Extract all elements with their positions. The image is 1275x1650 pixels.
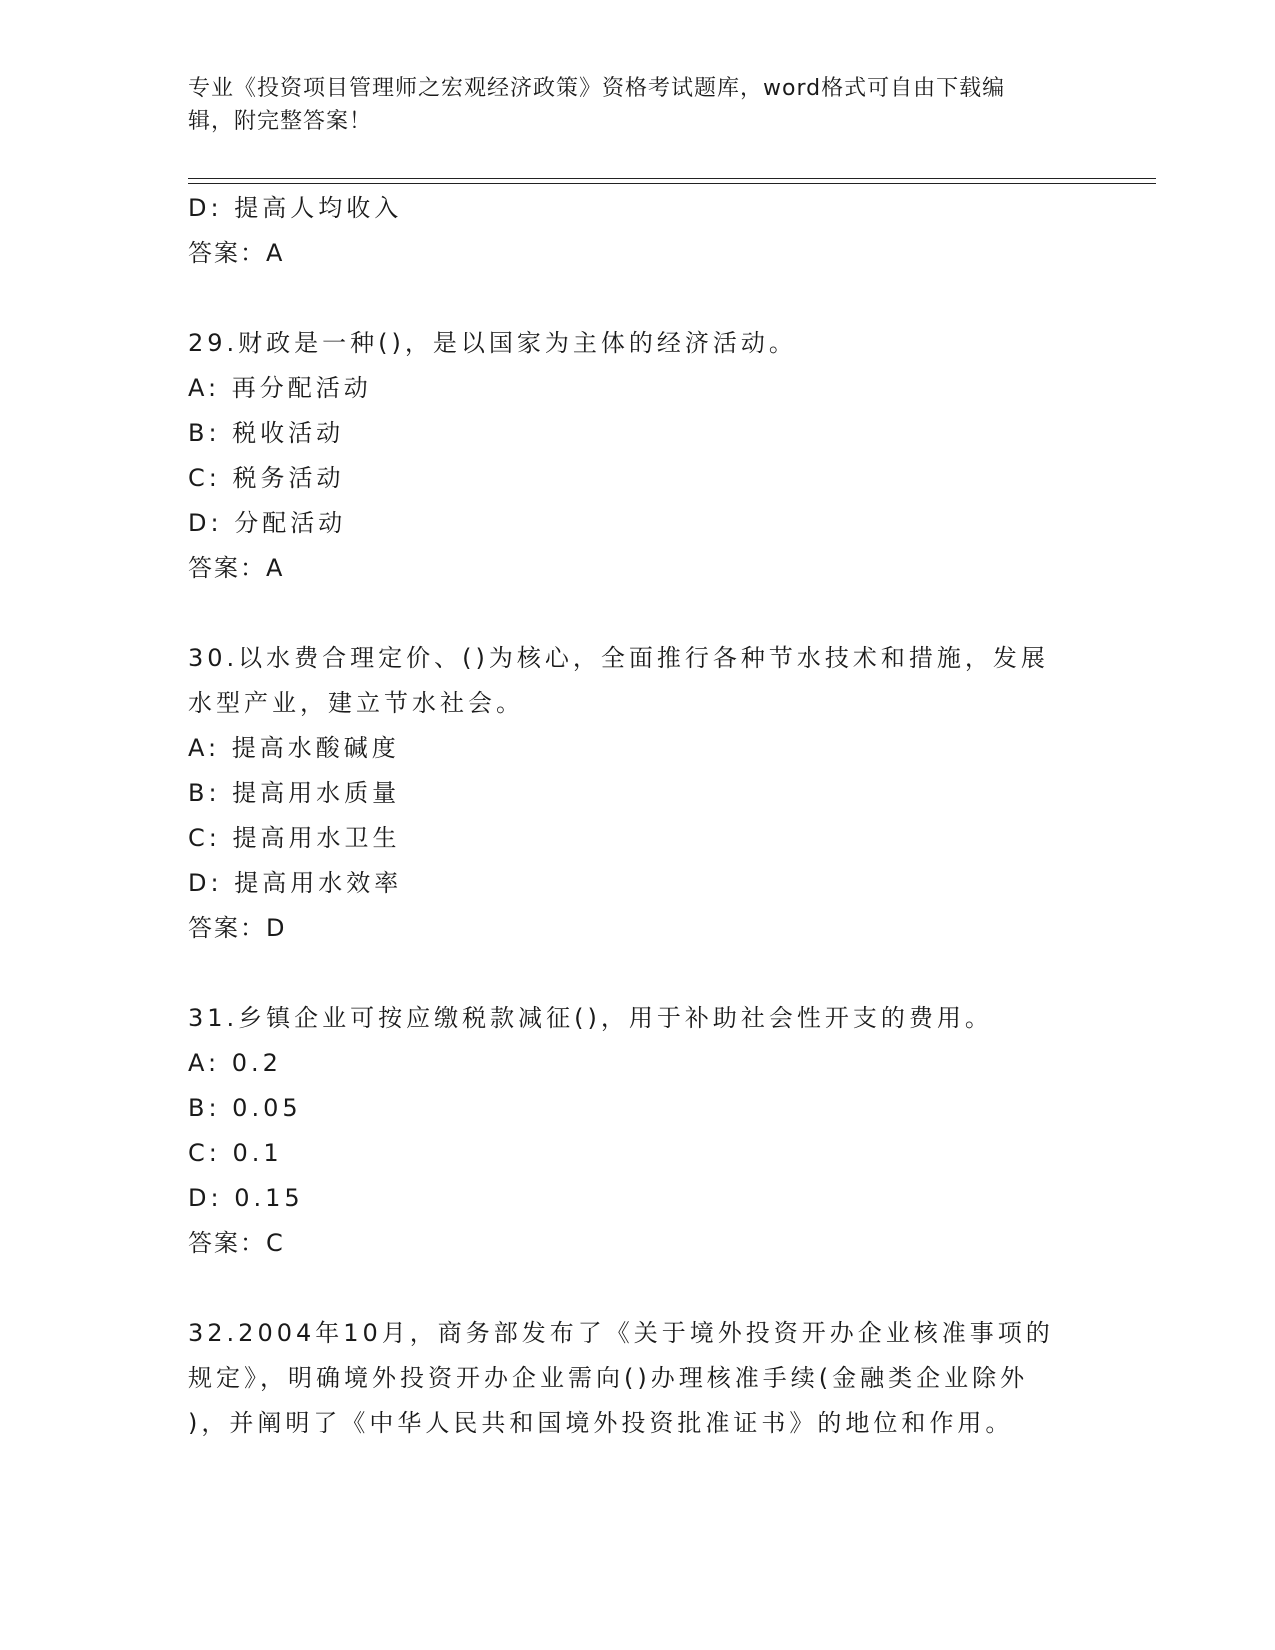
q32-stem-line-2: 规定》，明确境外投资开办企业需向()办理核准手续(金融类企业除外 xyxy=(188,1364,1029,1392)
q30-option-d: D: 提高用水效率 xyxy=(188,869,403,897)
document-header xyxy=(188,72,1068,138)
q29-option-d: D: 分配活动 xyxy=(188,509,347,537)
q30-option-a: A: 提高水酸碱度 xyxy=(188,734,400,762)
header-divider-bottom xyxy=(188,183,1156,184)
q29-option-a: A: 再分配活动 xyxy=(188,374,372,402)
header-line-1: 专业《投资项目管理师之宏观经济政策》资格考试题库，word格式可自由下载编 xyxy=(188,76,1006,101)
q31-answer: 答案：C xyxy=(188,1229,285,1257)
q31-stem: 31.乡镇企业可按应缴税款减征()，用于补助社会性开支的费用。 xyxy=(188,1004,993,1032)
q31-option-d: D: 0.15 xyxy=(188,1184,304,1212)
q30-option-b: B: 提高用水质量 xyxy=(188,779,401,807)
q29-stem: 29.财政是一种()，是以国家为主体的经济活动。 xyxy=(188,329,797,357)
q28-option-d: D: 提高人均收入 xyxy=(188,194,403,222)
q30-stem-line-2: 水型产业，建立节水社会。 xyxy=(188,689,524,717)
q29-option-c: C: 税务活动 xyxy=(188,464,345,492)
q32-stem-line-3: )，并阐明了《中华人民共和国境外投资批准证书》的地位和作用。 xyxy=(188,1409,1014,1437)
q29-option-b: B: 税收活动 xyxy=(188,419,345,447)
header-divider-top xyxy=(188,178,1156,179)
q32-stem-line-1: 32.2004年10月，商务部发布了《关于境外投资开办企业核准事项的 xyxy=(188,1319,1054,1347)
q28-answer: 答案：A xyxy=(188,239,285,267)
q30-answer: 答案：D xyxy=(188,914,287,942)
q30-stem-line-1: 30.以水费合理定价、()为核心，全面推行各种节水技术和措施，发展 xyxy=(188,644,1049,672)
q31-option-b: B: 0.05 xyxy=(188,1094,302,1122)
q31-option-c: C: 0.1 xyxy=(188,1139,283,1167)
q30-option-c: C: 提高用水卫生 xyxy=(188,824,401,852)
q29-answer: 答案：A xyxy=(188,554,285,582)
header-line-2: 辑，附完整答案！ xyxy=(188,109,373,134)
q31-option-a: A: 0.2 xyxy=(188,1049,282,1077)
